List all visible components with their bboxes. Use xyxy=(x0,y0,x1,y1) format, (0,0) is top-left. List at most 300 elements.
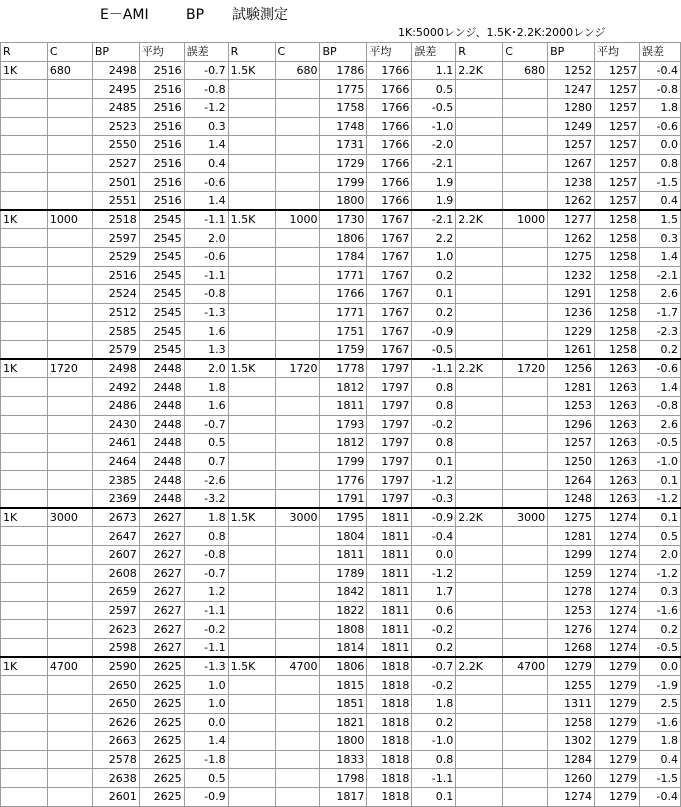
average-cell[interactable]: 1811 xyxy=(367,545,412,564)
average-cell[interactable]: 2625 xyxy=(139,694,184,713)
empty-cell[interactable] xyxy=(1,471,48,490)
column-header[interactable]: 誤差 xyxy=(640,43,681,62)
empty-cell[interactable] xyxy=(456,98,503,117)
error-cell[interactable]: 0.0 xyxy=(640,136,681,155)
empty-cell[interactable] xyxy=(456,583,503,602)
average-cell[interactable]: 2625 xyxy=(139,676,184,695)
average-cell[interactable]: 1797 xyxy=(367,359,412,378)
average-cell[interactable]: 2545 xyxy=(139,341,184,360)
average-cell[interactable]: 1797 xyxy=(367,396,412,415)
average-cell[interactable]: 1818 xyxy=(367,657,412,676)
bp-cell[interactable]: 1806 xyxy=(320,657,367,676)
error-cell[interactable]: 0.0 xyxy=(412,545,456,564)
empty-cell[interactable] xyxy=(275,285,320,304)
error-cell[interactable]: -1.1 xyxy=(412,769,456,788)
bp-cell[interactable]: 1257 xyxy=(548,434,595,453)
empty-cell[interactable] xyxy=(47,229,92,248)
empty-cell[interactable] xyxy=(47,620,92,639)
empty-cell[interactable] xyxy=(456,303,503,322)
average-cell[interactable]: 1257 xyxy=(595,117,640,136)
empty-cell[interactable] xyxy=(228,341,275,360)
empty-cell[interactable] xyxy=(275,98,320,117)
bp-cell[interactable]: 1791 xyxy=(320,490,367,509)
average-cell[interactable]: 2545 xyxy=(139,322,184,341)
error-cell[interactable]: 0.1 xyxy=(412,788,456,807)
empty-cell[interactable] xyxy=(228,98,275,117)
bp-cell[interactable]: 2527 xyxy=(92,154,139,173)
error-cell[interactable]: 2.2 xyxy=(412,229,456,248)
empty-cell[interactable] xyxy=(275,545,320,564)
empty-cell[interactable] xyxy=(1,322,48,341)
empty-cell[interactable] xyxy=(228,322,275,341)
bp-cell[interactable]: 2485 xyxy=(92,98,139,117)
empty-cell[interactable] xyxy=(47,639,92,658)
error-cell[interactable]: -1.8 xyxy=(184,750,228,769)
error-cell[interactable]: -0.6 xyxy=(640,117,681,136)
empty-cell[interactable] xyxy=(456,415,503,434)
bp-cell[interactable]: 1284 xyxy=(548,750,595,769)
empty-cell[interactable] xyxy=(1,769,48,788)
bp-cell[interactable]: 1248 xyxy=(548,490,595,509)
capacitance-cell[interactable]: 680 xyxy=(275,61,320,80)
error-cell[interactable]: 0.2 xyxy=(412,639,456,658)
bp-cell[interactable]: 2385 xyxy=(92,471,139,490)
empty-cell[interactable] xyxy=(228,750,275,769)
average-cell[interactable]: 1279 xyxy=(595,713,640,732)
empty-cell[interactable] xyxy=(1,415,48,434)
empty-cell[interactable] xyxy=(47,732,92,751)
average-cell[interactable]: 1274 xyxy=(595,508,640,527)
average-cell[interactable]: 1274 xyxy=(595,639,640,658)
error-cell[interactable]: 1.9 xyxy=(412,192,456,211)
error-cell[interactable]: 1.6 xyxy=(184,322,228,341)
error-cell[interactable]: 0.5 xyxy=(184,434,228,453)
empty-cell[interactable] xyxy=(1,490,48,509)
average-cell[interactable]: 2625 xyxy=(139,713,184,732)
empty-cell[interactable] xyxy=(503,620,548,639)
empty-cell[interactable] xyxy=(275,378,320,397)
empty-cell[interactable] xyxy=(456,396,503,415)
error-cell[interactable]: -0.2 xyxy=(412,620,456,639)
average-cell[interactable]: 1818 xyxy=(367,676,412,695)
resistance-cell[interactable]: 2.2K xyxy=(456,210,503,229)
empty-cell[interactable] xyxy=(503,639,548,658)
capacitance-cell[interactable]: 1720 xyxy=(275,359,320,378)
capacitance-cell[interactable]: 3000 xyxy=(275,508,320,527)
empty-cell[interactable] xyxy=(503,788,548,807)
average-cell[interactable]: 1818 xyxy=(367,732,412,751)
empty-cell[interactable] xyxy=(503,341,548,360)
error-cell[interactable]: 1.1 xyxy=(412,61,456,80)
empty-cell[interactable] xyxy=(1,732,48,751)
error-cell[interactable]: 1.8 xyxy=(640,98,681,117)
empty-cell[interactable] xyxy=(47,154,92,173)
error-cell[interactable]: -0.4 xyxy=(640,788,681,807)
average-cell[interactable]: 2516 xyxy=(139,98,184,117)
empty-cell[interactable] xyxy=(275,713,320,732)
average-cell[interactable]: 1766 xyxy=(367,117,412,136)
empty-cell[interactable] xyxy=(503,601,548,620)
bp-cell[interactable]: 2608 xyxy=(92,564,139,583)
error-cell[interactable]: -1.2 xyxy=(184,98,228,117)
bp-cell[interactable]: 1253 xyxy=(548,396,595,415)
empty-cell[interactable] xyxy=(47,117,92,136)
bp-cell[interactable]: 1236 xyxy=(548,303,595,322)
bp-cell[interactable]: 2369 xyxy=(92,490,139,509)
empty-cell[interactable] xyxy=(1,303,48,322)
empty-cell[interactable] xyxy=(456,620,503,639)
capacitance-cell[interactable]: 3000 xyxy=(503,508,548,527)
error-cell[interactable]: 0.8 xyxy=(412,434,456,453)
bp-cell[interactable]: 1758 xyxy=(320,98,367,117)
average-cell[interactable]: 2448 xyxy=(139,359,184,378)
error-cell[interactable]: 1.8 xyxy=(184,378,228,397)
error-cell[interactable]: -2.1 xyxy=(412,210,456,229)
average-cell[interactable]: 2545 xyxy=(139,303,184,322)
bp-cell[interactable]: 2590 xyxy=(92,657,139,676)
empty-cell[interactable] xyxy=(275,639,320,658)
bp-cell[interactable]: 2550 xyxy=(92,136,139,155)
column-header[interactable]: 平均 xyxy=(367,43,412,62)
error-cell[interactable]: -1.1 xyxy=(184,639,228,658)
empty-cell[interactable] xyxy=(228,527,275,546)
bp-cell[interactable]: 1258 xyxy=(548,713,595,732)
error-cell[interactable]: 0.3 xyxy=(640,583,681,602)
error-cell[interactable]: 1.8 xyxy=(640,732,681,751)
error-cell[interactable]: 1.9 xyxy=(412,173,456,192)
error-cell[interactable]: 0.0 xyxy=(640,657,681,676)
average-cell[interactable]: 1811 xyxy=(367,527,412,546)
average-cell[interactable]: 1279 xyxy=(595,657,640,676)
error-cell[interactable]: 1.8 xyxy=(412,694,456,713)
empty-cell[interactable] xyxy=(456,527,503,546)
error-cell[interactable]: -0.9 xyxy=(412,508,456,527)
empty-cell[interactable] xyxy=(503,117,548,136)
bp-cell[interactable]: 1262 xyxy=(548,192,595,211)
average-cell[interactable]: 2627 xyxy=(139,564,184,583)
error-cell[interactable]: 0.8 xyxy=(184,527,228,546)
error-cell[interactable]: -0.4 xyxy=(640,61,681,80)
empty-cell[interactable] xyxy=(503,713,548,732)
bp-cell[interactable]: 1786 xyxy=(320,61,367,80)
empty-cell[interactable] xyxy=(456,694,503,713)
empty-cell[interactable] xyxy=(275,434,320,453)
average-cell[interactable]: 1274 xyxy=(595,583,640,602)
average-cell[interactable]: 2545 xyxy=(139,266,184,285)
empty-cell[interactable] xyxy=(228,545,275,564)
error-cell[interactable]: -3.2 xyxy=(184,490,228,509)
error-cell[interactable]: -1.1 xyxy=(184,210,228,229)
bp-cell[interactable]: 1798 xyxy=(320,769,367,788)
column-header[interactable]: C xyxy=(47,43,92,62)
bp-cell[interactable]: 1291 xyxy=(548,285,595,304)
empty-cell[interactable] xyxy=(47,788,92,807)
empty-cell[interactable] xyxy=(503,173,548,192)
resistance-cell[interactable]: 1.5K xyxy=(228,210,275,229)
error-cell[interactable]: -1.9 xyxy=(640,676,681,695)
average-cell[interactable]: 1766 xyxy=(367,80,412,99)
empty-cell[interactable] xyxy=(228,452,275,471)
capacitance-cell[interactable]: 1000 xyxy=(47,210,92,229)
bp-cell[interactable]: 1729 xyxy=(320,154,367,173)
error-cell[interactable]: -0.8 xyxy=(640,396,681,415)
empty-cell[interactable] xyxy=(503,378,548,397)
empty-cell[interactable] xyxy=(228,285,275,304)
empty-cell[interactable] xyxy=(1,676,48,695)
empty-cell[interactable] xyxy=(456,732,503,751)
empty-cell[interactable] xyxy=(228,471,275,490)
average-cell[interactable]: 1811 xyxy=(367,639,412,658)
error-cell[interactable]: 1.4 xyxy=(184,136,228,155)
bp-cell[interactable]: 1759 xyxy=(320,341,367,360)
average-cell[interactable]: 1767 xyxy=(367,303,412,322)
error-cell[interactable]: -0.7 xyxy=(184,61,228,80)
bp-cell[interactable]: 1800 xyxy=(320,192,367,211)
error-cell[interactable]: 1.6 xyxy=(184,396,228,415)
empty-cell[interactable] xyxy=(228,583,275,602)
bp-cell[interactable]: 2486 xyxy=(92,396,139,415)
empty-cell[interactable] xyxy=(503,769,548,788)
empty-cell[interactable] xyxy=(275,490,320,509)
average-cell[interactable]: 1258 xyxy=(595,303,640,322)
empty-cell[interactable] xyxy=(503,303,548,322)
average-cell[interactable]: 1811 xyxy=(367,564,412,583)
bp-cell[interactable]: 1276 xyxy=(548,620,595,639)
error-cell[interactable]: 0.7 xyxy=(184,452,228,471)
error-cell[interactable]: -2.1 xyxy=(412,154,456,173)
average-cell[interactable]: 1258 xyxy=(595,322,640,341)
average-cell[interactable]: 1767 xyxy=(367,341,412,360)
average-cell[interactable]: 1797 xyxy=(367,490,412,509)
empty-cell[interactable] xyxy=(47,266,92,285)
empty-cell[interactable] xyxy=(456,229,503,248)
error-cell[interactable]: 1.4 xyxy=(640,247,681,266)
resistance-cell[interactable]: 2.2K xyxy=(456,508,503,527)
average-cell[interactable]: 1797 xyxy=(367,452,412,471)
bp-cell[interactable]: 1279 xyxy=(548,657,595,676)
average-cell[interactable]: 1263 xyxy=(595,434,640,453)
bp-cell[interactable]: 1806 xyxy=(320,229,367,248)
empty-cell[interactable] xyxy=(275,341,320,360)
error-cell[interactable]: -2.0 xyxy=(412,136,456,155)
empty-cell[interactable] xyxy=(456,545,503,564)
empty-cell[interactable] xyxy=(456,247,503,266)
average-cell[interactable]: 2627 xyxy=(139,620,184,639)
error-cell[interactable]: -1.3 xyxy=(184,657,228,676)
bp-cell[interactable]: 1252 xyxy=(548,61,595,80)
error-cell[interactable]: 0.2 xyxy=(640,341,681,360)
bp-cell[interactable]: 1229 xyxy=(548,322,595,341)
bp-cell[interactable]: 2650 xyxy=(92,676,139,695)
error-cell[interactable]: 0.0 xyxy=(184,713,228,732)
error-cell[interactable]: 2.0 xyxy=(640,545,681,564)
bp-cell[interactable]: 2430 xyxy=(92,415,139,434)
column-header[interactable]: BP xyxy=(92,43,139,62)
empty-cell[interactable] xyxy=(1,247,48,266)
empty-cell[interactable] xyxy=(503,229,548,248)
error-cell[interactable]: -1.3 xyxy=(184,303,228,322)
average-cell[interactable]: 1818 xyxy=(367,769,412,788)
average-cell[interactable]: 1766 xyxy=(367,98,412,117)
bp-cell[interactable]: 2524 xyxy=(92,285,139,304)
average-cell[interactable]: 1279 xyxy=(595,732,640,751)
average-cell[interactable]: 1811 xyxy=(367,601,412,620)
empty-cell[interactable] xyxy=(1,192,48,211)
bp-cell[interactable]: 1799 xyxy=(320,452,367,471)
empty-cell[interactable] xyxy=(228,396,275,415)
error-cell[interactable]: 2.0 xyxy=(184,229,228,248)
error-cell[interactable]: -0.5 xyxy=(640,434,681,453)
capacitance-cell[interactable]: 1720 xyxy=(503,359,548,378)
bp-cell[interactable]: 2578 xyxy=(92,750,139,769)
error-cell[interactable]: 0.4 xyxy=(640,192,681,211)
error-cell[interactable]: -1.1 xyxy=(184,601,228,620)
average-cell[interactable]: 1767 xyxy=(367,322,412,341)
average-cell[interactable]: 1818 xyxy=(367,694,412,713)
empty-cell[interactable] xyxy=(456,452,503,471)
bp-cell[interactable]: 2512 xyxy=(92,303,139,322)
column-header[interactable]: 誤差 xyxy=(184,43,228,62)
empty-cell[interactable] xyxy=(228,80,275,99)
error-cell[interactable]: 0.3 xyxy=(184,117,228,136)
error-cell[interactable]: 0.4 xyxy=(640,750,681,769)
empty-cell[interactable] xyxy=(47,545,92,564)
average-cell[interactable]: 2516 xyxy=(139,173,184,192)
empty-cell[interactable] xyxy=(228,247,275,266)
average-cell[interactable]: 2627 xyxy=(139,508,184,527)
error-cell[interactable]: -0.5 xyxy=(640,639,681,658)
bp-cell[interactable]: 1771 xyxy=(320,303,367,322)
average-cell[interactable]: 1263 xyxy=(595,415,640,434)
empty-cell[interactable] xyxy=(456,378,503,397)
empty-cell[interactable] xyxy=(503,490,548,509)
bp-cell[interactable]: 1253 xyxy=(548,601,595,620)
empty-cell[interactable] xyxy=(456,154,503,173)
empty-cell[interactable] xyxy=(47,247,92,266)
average-cell[interactable]: 2625 xyxy=(139,750,184,769)
bp-cell[interactable]: 2650 xyxy=(92,694,139,713)
bp-cell[interactable]: 2597 xyxy=(92,229,139,248)
empty-cell[interactable] xyxy=(228,601,275,620)
average-cell[interactable]: 2516 xyxy=(139,80,184,99)
bp-cell[interactable]: 1811 xyxy=(320,545,367,564)
empty-cell[interactable] xyxy=(275,750,320,769)
empty-cell[interactable] xyxy=(47,452,92,471)
error-cell[interactable]: -2.1 xyxy=(640,266,681,285)
error-cell[interactable]: 1.0 xyxy=(184,676,228,695)
bp-cell[interactable]: 1299 xyxy=(548,545,595,564)
error-cell[interactable]: 2.6 xyxy=(640,285,681,304)
empty-cell[interactable] xyxy=(275,471,320,490)
average-cell[interactable]: 1279 xyxy=(595,750,640,769)
bp-cell[interactable]: 1851 xyxy=(320,694,367,713)
empty-cell[interactable] xyxy=(1,639,48,658)
bp-cell[interactable]: 2501 xyxy=(92,173,139,192)
bp-cell[interactable]: 1775 xyxy=(320,80,367,99)
average-cell[interactable]: 1263 xyxy=(595,396,640,415)
column-header[interactable]: BP xyxy=(320,43,367,62)
error-cell[interactable]: 2.5 xyxy=(640,694,681,713)
average-cell[interactable]: 1767 xyxy=(367,229,412,248)
error-cell[interactable]: -0.6 xyxy=(184,247,228,266)
empty-cell[interactable] xyxy=(1,341,48,360)
empty-cell[interactable] xyxy=(456,266,503,285)
empty-cell[interactable] xyxy=(275,154,320,173)
empty-cell[interactable] xyxy=(503,322,548,341)
empty-cell[interactable] xyxy=(228,415,275,434)
empty-cell[interactable] xyxy=(1,396,48,415)
empty-cell[interactable] xyxy=(275,173,320,192)
empty-cell[interactable] xyxy=(228,713,275,732)
bp-cell[interactable]: 1811 xyxy=(320,396,367,415)
capacitance-cell[interactable]: 1000 xyxy=(275,210,320,229)
empty-cell[interactable] xyxy=(456,434,503,453)
bp-cell[interactable]: 1789 xyxy=(320,564,367,583)
bp-cell[interactable]: 2598 xyxy=(92,639,139,658)
bp-cell[interactable]: 1784 xyxy=(320,247,367,266)
empty-cell[interactable] xyxy=(456,80,503,99)
empty-cell[interactable] xyxy=(228,788,275,807)
average-cell[interactable]: 1279 xyxy=(595,694,640,713)
empty-cell[interactable] xyxy=(456,750,503,769)
error-cell[interactable]: -2.6 xyxy=(184,471,228,490)
average-cell[interactable]: 1257 xyxy=(595,98,640,117)
column-header[interactable]: 平均 xyxy=(595,43,640,62)
average-cell[interactable]: 1797 xyxy=(367,471,412,490)
error-cell[interactable]: -1.1 xyxy=(184,266,228,285)
error-cell[interactable]: -1.0 xyxy=(412,732,456,751)
average-cell[interactable]: 2627 xyxy=(139,601,184,620)
bp-cell[interactable]: 1812 xyxy=(320,378,367,397)
bp-cell[interactable]: 1808 xyxy=(320,620,367,639)
bp-cell[interactable]: 2659 xyxy=(92,583,139,602)
resistance-cell[interactable]: 1.5K xyxy=(228,657,275,676)
empty-cell[interactable] xyxy=(456,173,503,192)
capacitance-cell[interactable]: 4700 xyxy=(503,657,548,676)
average-cell[interactable]: 1263 xyxy=(595,471,640,490)
average-cell[interactable]: 1257 xyxy=(595,173,640,192)
error-cell[interactable]: -1.2 xyxy=(640,490,681,509)
empty-cell[interactable] xyxy=(1,378,48,397)
bp-cell[interactable]: 2663 xyxy=(92,732,139,751)
empty-cell[interactable] xyxy=(503,136,548,155)
empty-cell[interactable] xyxy=(275,266,320,285)
average-cell[interactable]: 1274 xyxy=(595,601,640,620)
average-cell[interactable]: 1766 xyxy=(367,154,412,173)
empty-cell[interactable] xyxy=(47,378,92,397)
empty-cell[interactable] xyxy=(1,694,48,713)
bp-cell[interactable]: 2579 xyxy=(92,341,139,360)
empty-cell[interactable] xyxy=(275,601,320,620)
error-cell[interactable]: 1.8 xyxy=(184,508,228,527)
bp-cell[interactable]: 1259 xyxy=(548,564,595,583)
empty-cell[interactable] xyxy=(456,471,503,490)
empty-cell[interactable] xyxy=(47,583,92,602)
empty-cell[interactable] xyxy=(228,564,275,583)
error-cell[interactable]: 0.4 xyxy=(184,154,228,173)
average-cell[interactable]: 1257 xyxy=(595,136,640,155)
empty-cell[interactable] xyxy=(228,694,275,713)
empty-cell[interactable] xyxy=(275,583,320,602)
error-cell[interactable]: 1.0 xyxy=(184,694,228,713)
empty-cell[interactable] xyxy=(503,545,548,564)
average-cell[interactable]: 2448 xyxy=(139,471,184,490)
capacitance-cell[interactable]: 1000 xyxy=(503,210,548,229)
empty-cell[interactable] xyxy=(275,415,320,434)
average-cell[interactable]: 2627 xyxy=(139,639,184,658)
empty-cell[interactable] xyxy=(228,303,275,322)
bp-cell[interactable]: 2623 xyxy=(92,620,139,639)
